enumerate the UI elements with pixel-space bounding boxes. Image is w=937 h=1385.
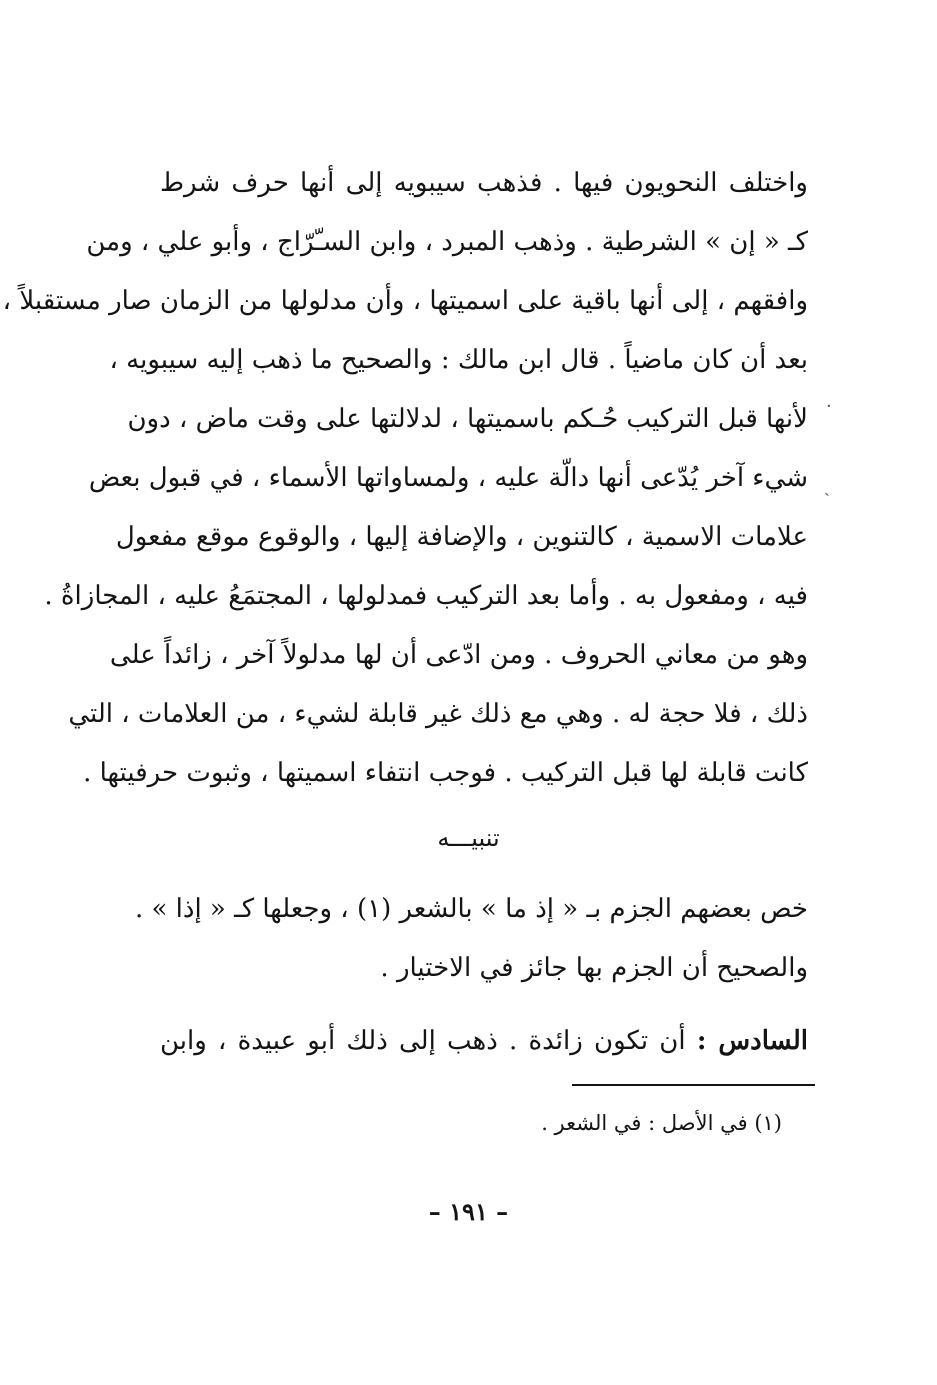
sixth-paragraph (160, 1012, 808, 1071)
page-number: – ١٩١ – (428, 1197, 509, 1226)
text-line: واختلف النحويون فيها . فذهب سيبويه إلى أنها حرف شرط (160, 168, 808, 198)
text-line: فيه ، ومفعول به . وأما بعد التركيب فمدلولها ، المجتمَعُ عليه ، المجازاةُ . (44, 581, 808, 611)
footnote: (١) في الأصل : في الشعر . (541, 1111, 782, 1135)
main-paragraph (2, 154, 808, 803)
text-line: وهو من معاني الحروف . ومن ادّعى أن لها مدلولاً آخر ، زائداً على (109, 640, 808, 670)
text-line: علامات الاسمية ، كالتنوين ، والإضافة إليها ، والوقوع موقع مفعول (115, 522, 808, 552)
sixth-text: أن تكون زائدة . ذهب إلى ذلك أبو عبيدة ، وابن (160, 1026, 686, 1056)
text-line: كانت قابلة لها قبل التركيب . فوجب انتفاء اسميتها ، وثبوت حرفيتها . (83, 758, 808, 788)
sixth-label: السادس : (696, 1026, 808, 1056)
text-line: بعد أن كان ماضياً . قال ابن مالك : والصحيح ما ذهب إليه سيبويه ، (109, 345, 808, 375)
text-line: ذلك ، فلا حجة له . وهي مع ذلك غير قابلة لشيء ، من العلامات ، التي (68, 699, 808, 729)
section-heading: تنبيـــه (437, 824, 500, 852)
note-paragraph (134, 880, 808, 998)
text-line (160, 1012, 808, 1071)
footnote-divider (572, 1084, 815, 1086)
text-line: كـ « إن » الشرطية . وذهب المبرد ، وابن السـّرّاج ، وأبو علي ، ومن (86, 227, 808, 257)
text-line: وافقهم ، إلى أنها باقية على اسميتها ، وأن مدلولها من الزمان صار مستقبلاً ، (2, 286, 808, 316)
margin-dot: · (826, 396, 832, 417)
text-line: شيء آخر يُدّعى أنها دالّة عليه ، ولمساواتها الأسماء ، في قبول بعض (88, 463, 808, 493)
text-line: لأنها قبل التركيب حُـكم باسميتها ، لدلالتها على وقت ماض ، دون (127, 404, 808, 434)
text-line: خص بعضهم الجزم بـ « إذ ما » بالشعر (١) ، وجعلها كـ « إذا » . (134, 894, 808, 924)
text-line: والصحيح أن الجزم بها جائز في الاختيار . (380, 953, 808, 983)
margin-tick: ˎ (824, 476, 830, 497)
